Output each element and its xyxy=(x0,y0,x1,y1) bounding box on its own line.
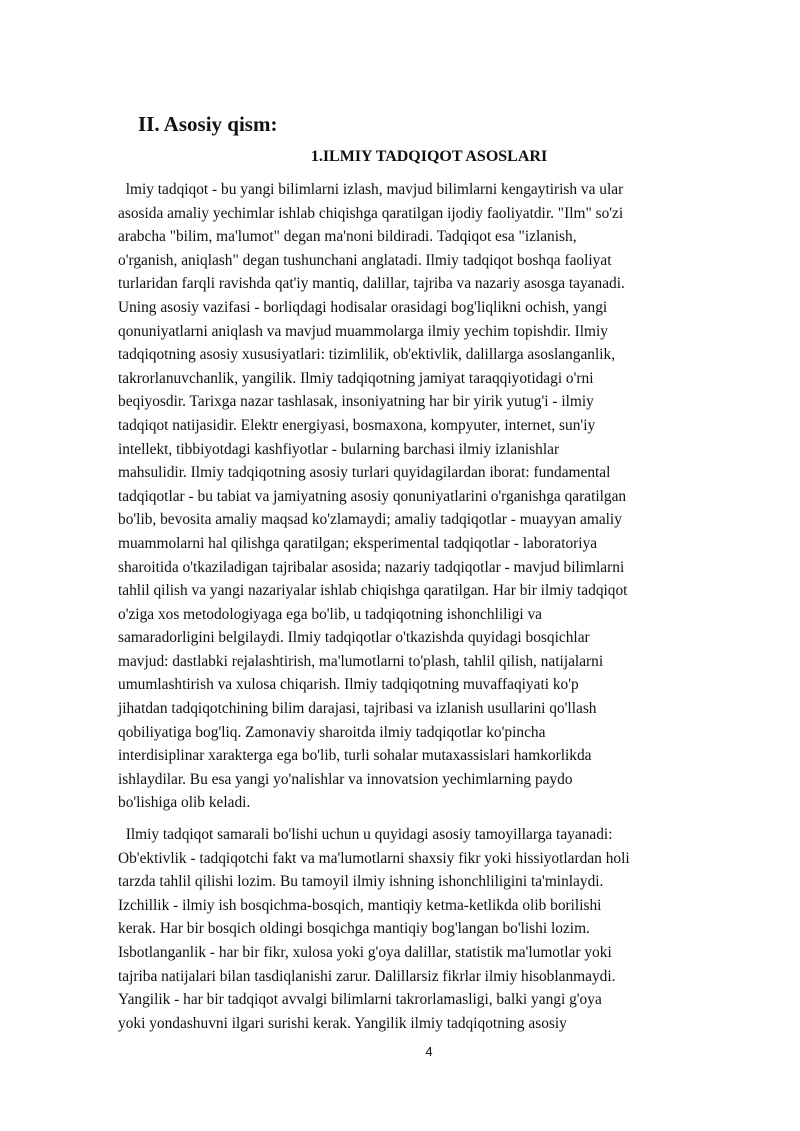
text-line: yoki yondashuvni ilgari surishi kerak. Yangilik ilmiy tadqiqotning asosiy xyxy=(118,1014,567,1032)
text-line: tadqiqotning asosiy xususiyatlari: tizimlilik, ob'ektivlik, dalillarga asoslanganlik, xyxy=(118,346,616,364)
text-line: o'rganish, aniqlash" degan tushunchani anglatadi. Ilmiy tadqiqot boshqa faoliyat xyxy=(118,251,612,269)
page-number: 4 xyxy=(425,1044,433,1059)
text-line: kerak. Har bir bosqich oldingi bosqichga mantiqiy bog'langan bo'lishi lozim. xyxy=(118,920,590,938)
text-line: tadqiqot natijasidir. Elektr energiyasi, bosmaxona, kompyuter, internet, sun'iy xyxy=(118,416,596,434)
text-line: turlaridan farqli ravishda qat'iy mantiq, dalillar, tajriba va nazariy asosga tayanadi. xyxy=(118,275,625,293)
text-line: sharoitida o'tkaziladigan tajribalar asosida; nazariy tadqiqotlar - mavjud bilimlarni xyxy=(118,558,625,576)
text-line: Ob'ektivlik - tadqiqotchi fakt va ma'lumotlarni shaxsiy fikr yoki hissiyotlardan holi xyxy=(118,849,630,867)
text-line: interdisiplinar xarakterga ega bo'lib, turli sohalar mutaxassislari hamkorlikda xyxy=(118,747,592,765)
text-line: tahlil qilish va yangi nazariyalar ishlab chiqishga qaratilgan. Har bir ilmiy tadqiqot xyxy=(118,582,628,600)
text-line: bo'lishiga olib keladi. xyxy=(118,794,251,812)
text-line: Izchillik - ilmiy ish bosqichma-bosqich, mantiqiy ketma-ketlikda olib borilishi xyxy=(118,896,602,914)
section-heading: II. Asosiy qism: xyxy=(138,112,278,136)
text-line: bo'lib, bevosita amaliy maqsad ko'zlamaydi; amaliy tadqiqotlar - muayyan amaliy xyxy=(118,511,622,529)
text-line: umumlashtirish va xulosa chiqarish. Ilmiy tadqiqotning muvaffaqiyati ko'p xyxy=(118,676,579,694)
paragraph-1 xyxy=(118,178,758,815)
text-line: o'ziga xos metodologiyaga ega bo'lib, u tadqiqotning ishonchliligi va xyxy=(118,605,543,623)
text-line: mavjud: dastlabki rejalashtirish, ma'lumotlarni to'plash, tahlil qilish, natijalarni xyxy=(118,652,604,670)
text-line: samaradorligini belgilaydi. Ilmiy tadqiqotlar o'tkazishda quyidagi bosqichlar xyxy=(118,629,590,647)
text-line: muammolarni hal qilishga qaratilgan; eksperimental tadqiqotlar - laboratoriya xyxy=(118,534,598,552)
text-line: lmiy tadqiqot - bu yangi bilimlarni izlash, mavjud bilimlarni kengaytirish va ular xyxy=(118,181,624,198)
text-line: ishlaydilar. Bu esa yangi yo'nalishlar va innovatsion yechimlarning paydo xyxy=(118,770,573,788)
text-line: Yangilik - har bir tadqiqot avvalgi bilimlarni takrorlamasligi, balki yangi g'oya xyxy=(118,991,602,1009)
paragraph-2 xyxy=(118,823,758,1035)
text-line: tarzda tahlil qilishi lozim. Bu tamoyil ilmiy ishning ishonchliligini ta'minlaydi. xyxy=(118,873,604,891)
text-line: beqiyosdir. Tarixga nazar tashlasak, insoniyatning har bir yirik yutug'i - ilmiy xyxy=(118,393,594,411)
text-line: qobiliyatiga bog'liq. Zamonaviy sharoitda ilmiy tadqiqotlar ko'pincha xyxy=(118,723,546,741)
text-line: Uning asosiy vazifasi - borliqdagi hodisalar orasidagi bog'liqlikni ochish, yangi xyxy=(118,298,608,316)
paragraph-gap xyxy=(118,815,758,823)
text-line: asosida amaliy yechimlar ishlab chiqishga qaratilgan ijodiy faoliyatdir. "Ilm" so'zi xyxy=(118,204,624,222)
text-line: intellekt, tibbiyotdagi kashfiyotlar - bularning barchasi ilmiy izlanishlar xyxy=(118,440,560,458)
text-line: arabcha "bilim, ma'lumot" degan ma'noni bildiradi. Tadqiqot esa "izlanish, xyxy=(118,228,577,246)
text-line: Isbotlanganlik - har bir fikr, xulosa yoki g'oya dalillar, statistik ma'lumotlar yoki xyxy=(118,944,612,961)
body-text xyxy=(118,178,758,1035)
text-line: mahsulidir. Ilmiy tadqiqotning asosiy turlari quyidagilardan iborat: fundamental xyxy=(118,464,611,482)
text-line: tadqiqotlar - bu tabiat va jamiyatning asosiy qonuniyatlarini o'rganishga qaratilgan xyxy=(118,487,627,505)
text-line: jihatdan tadqiqotchining bilim darajasi, tajribasi va izlanish usullarini qo'llash xyxy=(118,700,597,718)
text-line: takrorlanuvchanlik, yangilik. Ilmiy tadqiqotning jamiyat taraqqiyotidagi o'rni xyxy=(118,369,594,387)
text-line: tajriba natijalari bilan tasdiqlanishi zarur. Dalillarsiz fikrlar ilmiy hisoblanmaydi. xyxy=(118,967,616,985)
text-line: qonuniyatlarni aniqlash va mavjud muammolarga ilmiy yechim topishdir. Ilmiy xyxy=(118,322,608,340)
text-line: Ilmiy tadqiqot samarali bo'lishi uchun u quyidagi asosiy tamoyillarga tayanadi: xyxy=(118,826,613,844)
chapter-title: 1.ILMIY TADQIQOT ASOSLARI xyxy=(310,148,548,165)
